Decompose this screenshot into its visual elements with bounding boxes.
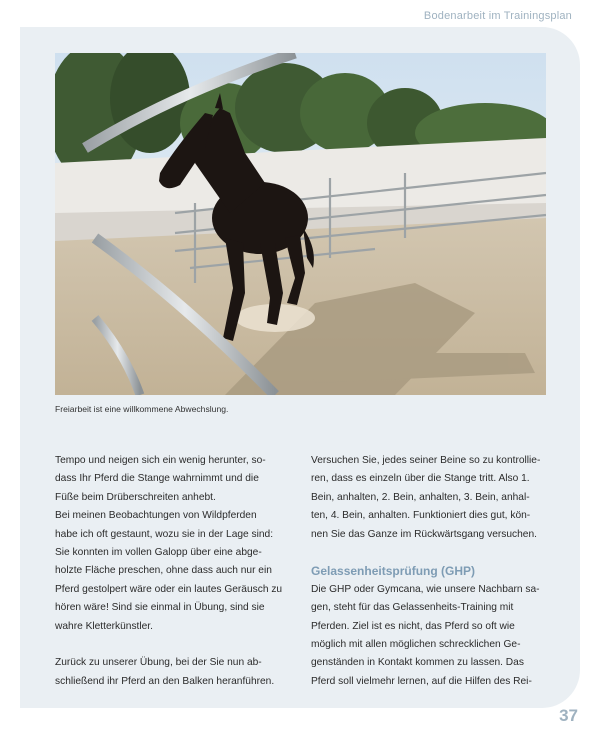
- text-line: nen Sie das Ganze im Rückwärtsgang versuchen.: [311, 528, 537, 540]
- left-column: [55, 452, 295, 691]
- text-line: wahre Kletterkünstler.: [55, 620, 153, 632]
- paragraph-gap: [55, 636, 295, 654]
- text-line: Pferd soll vielmehr lernen, auf die Hilfen des Rei-: [311, 675, 532, 687]
- page-number: 37: [559, 706, 578, 725]
- paragraph-gap: [311, 544, 551, 562]
- section-heading: Gelassenheitsprüfung (GHP): [311, 564, 476, 579]
- text-line: ten, 4. Bein, anhalten. Funktioniert dies gut, kön-: [311, 510, 531, 522]
- text-line: Versuchen Sie, jedes seiner Beine so zu kontrollie-: [311, 455, 541, 466]
- text-line: Bei meinen Beobachtungen von Wildpferden: [55, 510, 257, 522]
- text-line: Bein, anhalten, 2. Bein, anhalten, 3. Bein, anhal-: [311, 491, 530, 503]
- text-line: Die GHP oder Gymcana, wie unsere Nachbarn sa-: [311, 583, 540, 595]
- figure-caption: Freiarbeit ist eine willkommene Abwechslung.: [55, 404, 229, 414]
- text-line: holzte Fläche preschen, ohne dass auch nur ein: [55, 565, 272, 577]
- text-line: Sie konnten im vollen Galopp über eine abge-: [55, 547, 262, 559]
- text-line: gen, steht für das Gelassenheits-Training mit: [311, 602, 514, 614]
- text-line: schließend ihr Pferd an den Balken heranführen.: [55, 675, 275, 687]
- text-line: Füße beim Drüberschreiten anhebt.: [55, 491, 216, 503]
- text-line: Zurück zu unserer Übung, bei der Sie nun ab-: [55, 657, 262, 669]
- text-line: habe ich oft gestaunt, wozu sie in der Lage sind:: [55, 528, 274, 540]
- text-line: Tempo und neigen sich ein wenig herunter, so-: [55, 455, 266, 466]
- text-line: dass Ihr Pferd die Stange wahrnimmt und die: [55, 473, 259, 485]
- right-column: [311, 452, 551, 691]
- text-line: hören wäre! Sind sie einmal in Übung, sind sie: [55, 602, 265, 614]
- text-line: Pferden. Ziel ist es nicht, das Pferd so oft wie: [311, 620, 515, 632]
- text-line: möglich mit allen möglichen schrecklichen Ge-: [311, 639, 521, 651]
- text-line: ren, dass es einzeln über die Stange tritt. Also 1.: [311, 473, 530, 485]
- running-header: Bodenarbeit im Trainingsplan: [423, 10, 572, 22]
- text-line: genständen in Kontakt kommen zu lassen. Das: [311, 657, 524, 669]
- horse-photo: [55, 53, 546, 395]
- text-line: Pferd gestolpert wäre oder ein lautes Geräusch zu: [55, 583, 283, 595]
